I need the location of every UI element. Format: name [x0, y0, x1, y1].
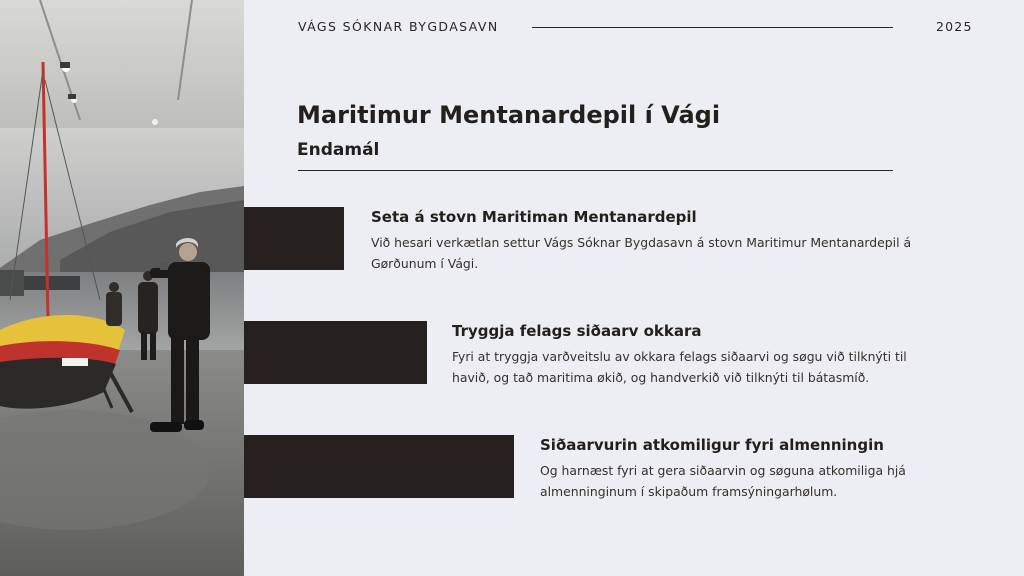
goal-3-heading: Siðaarvurin atkomiligur fyri almenningin [540, 436, 884, 454]
goal-2-bar [244, 321, 427, 384]
museum-boat-photo [0, 0, 244, 576]
page-title: Maritimur Mentanardepil í Vági [297, 101, 721, 129]
goal-1-heading: Seta á stovn Maritiman Mentanardepil [371, 208, 697, 226]
header-divider [532, 27, 893, 28]
title-divider [298, 170, 893, 171]
goal-2-text: Fyri at tryggja varðveitslu av okkara felags siðaarvi og søgu við tilknýti til havið, og tað maritima økið, og handverkið við tilknýti til bátasmíð. [452, 349, 907, 385]
goal-3-text: Og harnæst fyri at gera siðaarvin og søguna atkomiliga hjá almenninginum í skipaðum framsýningarhølum. [540, 463, 906, 499]
year-label: 2025 [936, 19, 973, 34]
organization-name: VÁGS SÓKNAR BYGDASAVN [298, 19, 499, 34]
goal-1-bar [244, 207, 344, 270]
goal-3-bar [244, 435, 514, 498]
goal-1-text: Við hesari verkætlan settur Vágs Sóknar Bygdasavn á stovn Maritimur Mentanardepil á Gørðunum í Vági. [371, 235, 912, 271]
goal-2-heading: Tryggja felags siðaarv okkara [452, 322, 702, 340]
page-subtitle: Endamál [297, 140, 380, 160]
